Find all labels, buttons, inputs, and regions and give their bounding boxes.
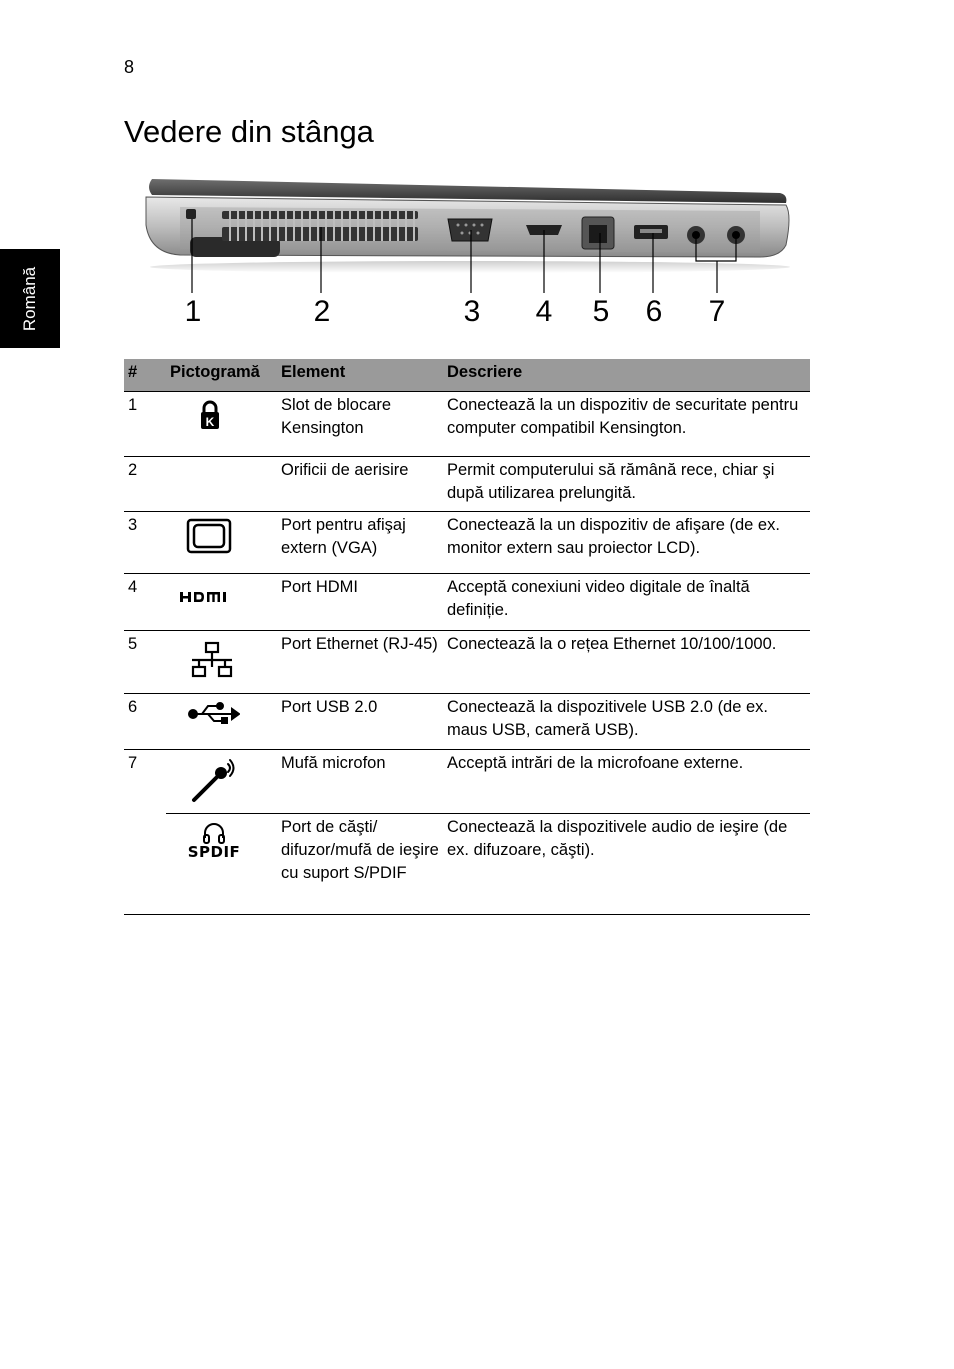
usb-icon (188, 700, 240, 726)
ports-table (124, 359, 810, 915)
callout-7: 7 (708, 295, 726, 328)
row-number: 2 (124, 457, 166, 512)
row-description: Conectează la o rețea Ethernet 10/100/1000. (443, 631, 810, 694)
row-element: Port de căşti/ difuzor/mufă de ieşire cu suport S/PDIF (277, 814, 443, 915)
row-description: Conectează la dispozitivele audio de ieşire (de ex. difuzoare, căşti). (443, 814, 810, 915)
language-side-tab (0, 249, 60, 348)
microphone-icon (190, 758, 236, 804)
row-element: Port USB 2.0 (277, 694, 443, 750)
row-description: Conectează la dispozitivele USB 2.0 (de ex. maus USB, cameră USB). (443, 694, 810, 750)
row-number (124, 814, 166, 915)
svg-text:K: K (205, 415, 215, 429)
row-number: 3 (124, 512, 166, 574)
page-title: Vedere din stânga (124, 114, 374, 149)
callout-2: 2 (313, 295, 331, 328)
header-icon: Pictogramă (166, 359, 277, 392)
hdmi-icon (180, 590, 236, 606)
table-row (124, 457, 810, 512)
row-element: Slot de blocare Kensington (277, 392, 443, 457)
row-description: Conectează la un dispozitiv de afişare (de ex. monitor extern sau proiector LCD). (443, 512, 810, 574)
table-row (124, 750, 810, 814)
row-number: 1 (124, 392, 166, 457)
headphones-spdif-icon (184, 822, 244, 860)
row-description: Acceptă intrări de la microfoane externe. (443, 750, 810, 814)
row-number: 4 (124, 574, 166, 631)
table-row (124, 574, 810, 631)
callout-1: 1 (184, 295, 202, 328)
table-row (124, 631, 810, 694)
table-row (124, 392, 810, 457)
kensington-lock-icon (199, 400, 221, 430)
table-row (124, 814, 810, 915)
row-element: Port pentru afişaj extern (VGA) (277, 512, 443, 574)
row-description: Conectează la un dispozitiv de securitate pentru computer compatibil Kensington. (443, 392, 810, 457)
vga-monitor-icon (186, 518, 232, 554)
headphones-icon (202, 822, 226, 844)
row-number: 7 (128, 754, 138, 772)
table-row (124, 694, 810, 750)
page-number: 8 (124, 57, 135, 77)
table-row (124, 512, 810, 574)
row-description: Acceptă conexiuni video digitale de înaltă definiție. (443, 574, 810, 631)
header-element: Element (277, 359, 443, 392)
table-header-row (124, 359, 810, 392)
header-description: Descriere (443, 359, 810, 392)
spdif-label: SPDIF (187, 843, 241, 861)
callout-3: 3 (463, 295, 481, 328)
row-element: Port Ethernet (RJ-45) (277, 631, 443, 694)
language-label: Română (20, 266, 39, 332)
row-element: Mufă microfon (277, 750, 443, 814)
header-number: # (124, 359, 166, 392)
ethernet-icon (190, 641, 234, 679)
row-description: Permit computerului să rămână rece, chiar şi după utilizarea prelungită. (443, 457, 810, 512)
row-element: Orificii de aerisire (277, 457, 443, 512)
callout-6: 6 (645, 295, 663, 328)
callout-4: 4 (535, 295, 553, 328)
row-number: 6 (124, 694, 166, 750)
row-number: 5 (124, 631, 166, 694)
row-element: Port HDMI (277, 574, 443, 631)
callout-5: 5 (592, 295, 610, 328)
